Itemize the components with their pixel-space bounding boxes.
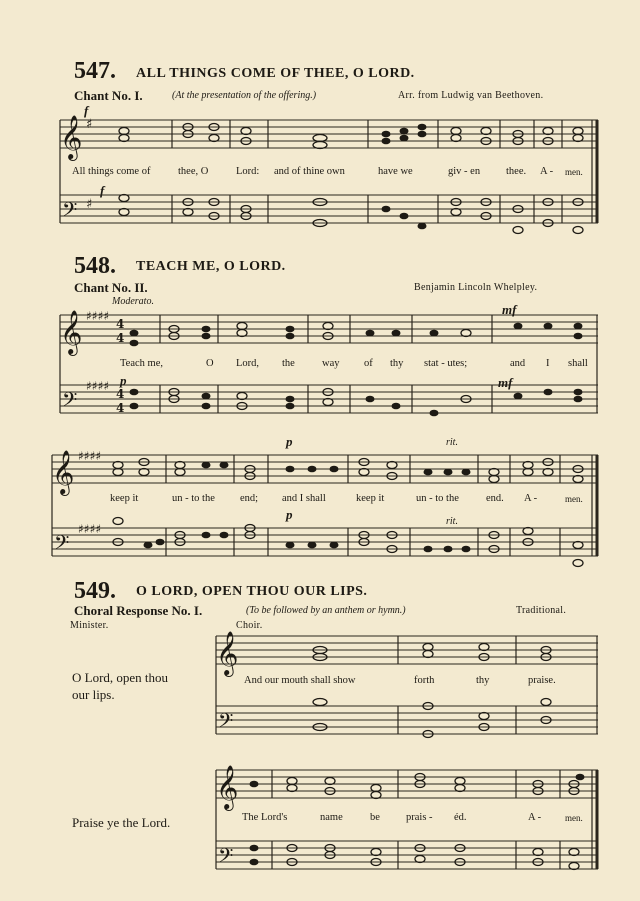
treble-clef-icon: 𝄞 [60, 310, 83, 354]
lyric: and [510, 358, 526, 369]
lyric: prais - [406, 812, 433, 823]
lyric: A - [524, 493, 538, 504]
hymn-548-title: TEACH ME, O LORD. [136, 259, 286, 274]
lyric: un - to the [172, 493, 215, 504]
ritardando-marking: rit. [446, 516, 458, 527]
lyric: have we [378, 166, 413, 177]
staff-548-treble-2 [52, 455, 598, 483]
dynamic-marking: p [120, 373, 127, 388]
treble-clef-icon: 𝄞 [216, 765, 239, 809]
key-signature-sharps: ♯♯♯♯ [78, 449, 102, 463]
hymn-547-attribution: Arr. from Ludwig van Beethoven. [398, 90, 544, 101]
lyric: éd. [454, 812, 467, 823]
dynamic-marking: p [286, 434, 293, 449]
lyric: Teach me, [120, 358, 163, 369]
hymn-547-number: 547. [74, 58, 116, 84]
hymn-549-note: (To be followed by an anthem or hymn.) [246, 605, 406, 616]
hymn-548-number: 548. [74, 253, 116, 279]
lyric: be [370, 812, 380, 823]
lyric: The Lord's [242, 812, 288, 823]
dynamic-marking: mf [502, 302, 517, 317]
hymn-549-response-label: Choral Response No. I. [74, 603, 203, 618]
hymn-547-note: (At the presentation of the offering.) [172, 90, 317, 101]
treble-clef-icon: 𝄞 [52, 450, 75, 494]
lyric: men. [565, 494, 583, 504]
time-signature: 4 [116, 387, 125, 401]
dynamic-marking: f [84, 103, 89, 118]
bass-clef-icon: 𝄢 [54, 531, 70, 559]
dynamic-marking: p [286, 507, 293, 522]
lyric: thee. [506, 166, 527, 177]
bass-clef-icon: 𝄢 [62, 198, 78, 226]
dynamic-marking: mf [498, 375, 513, 390]
svg-text:4: 4 [116, 401, 125, 415]
lyric: A - [540, 166, 554, 177]
hymn-549-attribution: Traditional. [516, 605, 567, 616]
lyric: the [282, 358, 295, 369]
sharp-icon: ♯ [86, 197, 93, 212]
lyric: All things come of [72, 166, 151, 177]
hymn-548-chant-label: Chant No. II. [74, 280, 148, 295]
lyric: name [320, 812, 343, 823]
lyric: thy [476, 675, 490, 686]
lyric: thee, O [178, 166, 209, 177]
lyric: and I shall [282, 493, 326, 504]
lyric: end. [486, 493, 504, 504]
hymn-549-number: 549. [74, 578, 116, 604]
lyric: shall [568, 358, 588, 369]
bass-clef-icon: 𝄢 [62, 388, 78, 416]
lyric: thy [390, 358, 404, 369]
lyric: Lord, [236, 358, 260, 369]
sharp-icon: ♯ [86, 117, 93, 132]
svg-text:4: 4 [116, 331, 125, 345]
time-signature: 4 [116, 317, 125, 331]
lyric: O [206, 358, 214, 369]
lyric: and of thine own [274, 166, 345, 177]
minister-label: Minister. [70, 620, 109, 631]
hymn-549-title: O LORD, OPEN THOU OUR LIPS. [136, 584, 368, 599]
lyric: keep it [356, 493, 385, 504]
staff-547-bass [60, 195, 598, 223]
lyric: And our mouth shall show [244, 675, 356, 686]
staff-548-bass-2 [52, 528, 598, 556]
lyric: keep it [110, 493, 139, 504]
minister-text: O Lord, open thou [72, 670, 169, 685]
lyric: forth [414, 675, 435, 686]
hymn-548-attribution: Benjamin Lincoln Whelpley. [414, 282, 538, 293]
staff-547-treble [60, 120, 598, 148]
lyric: way [322, 358, 340, 369]
lyric: end; [240, 493, 259, 504]
lyric: of [364, 358, 373, 369]
bass-clef-icon: 𝄢 [218, 709, 234, 737]
ritardando-marking: rit. [446, 437, 458, 448]
lyric: I [546, 358, 550, 369]
minister-text: our lips. [72, 687, 115, 702]
minister-text: Praise ye the Lord. [72, 815, 171, 830]
hymn-547-title: ALL THINGS COME OF THEE, O LORD. [136, 66, 415, 81]
dynamic-marking: f [100, 183, 105, 198]
key-signature-sharps: ♯♯♯♯ [78, 522, 102, 536]
treble-clef-icon: 𝄞 [60, 115, 83, 159]
lyric: giv - en [448, 166, 481, 177]
lyric: men. [565, 167, 583, 177]
lyric: A - [528, 812, 542, 823]
lyric: praise. [528, 675, 556, 686]
bass-clef-icon: 𝄢 [218, 844, 234, 872]
hymn-547-chant-label: Chant No. I. [74, 88, 143, 103]
lyric: men. [565, 813, 583, 823]
lyric: Lord: [236, 166, 260, 177]
tempo-marking: Moderato. [112, 296, 154, 307]
lyric: stat - utes; [424, 358, 468, 369]
key-signature-sharps: ♯♯♯♯ [86, 309, 110, 323]
lyric: un - to the [416, 493, 459, 504]
treble-clef-icon: 𝄞 [216, 631, 239, 675]
key-signature-sharps: ♯♯♯♯ [86, 379, 110, 393]
choir-label: Choir. [236, 620, 263, 631]
